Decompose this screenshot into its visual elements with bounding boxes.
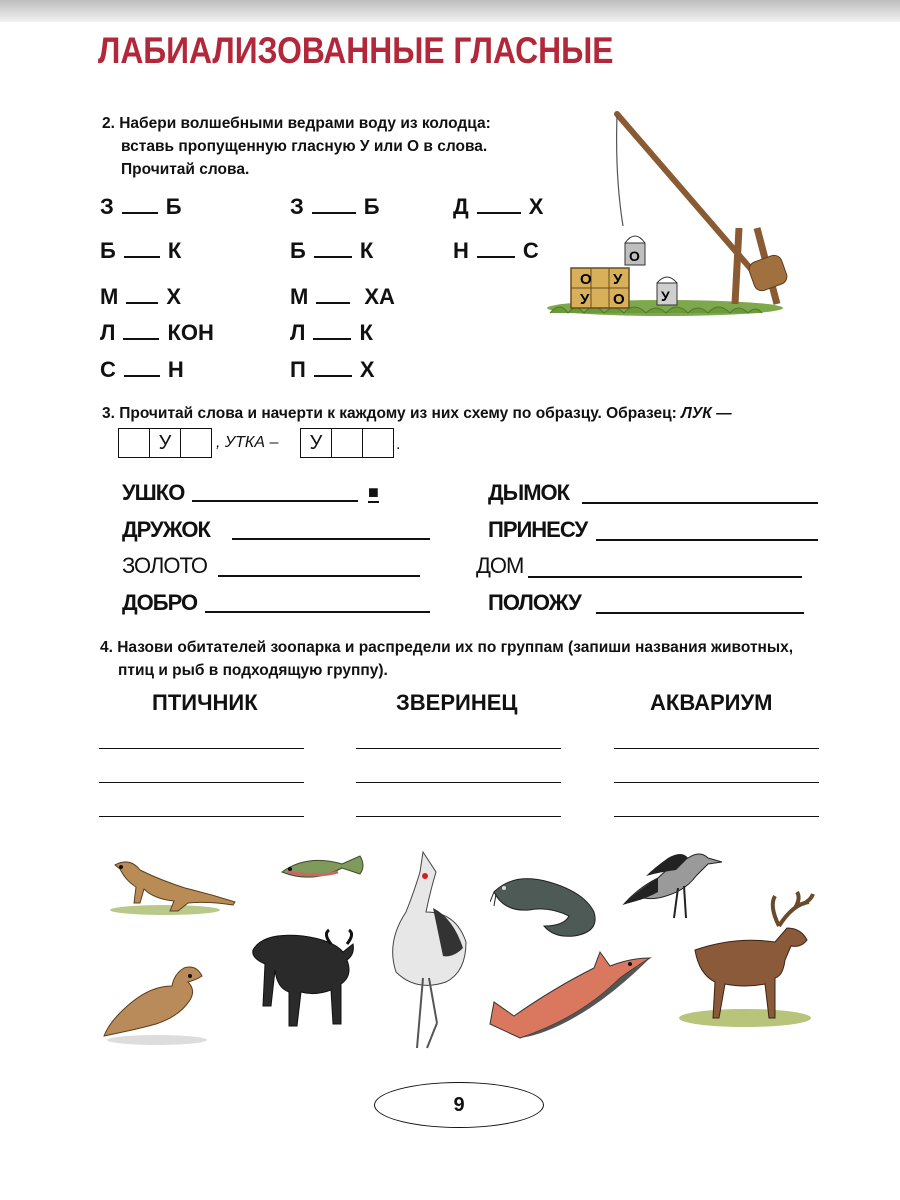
well-illustration — [545, 108, 795, 323]
task4-line2: птиц и рыб в подходящую группу). — [118, 662, 388, 679]
vowel-blank[interactable] — [316, 284, 350, 304]
task2-word — [290, 320, 373, 346]
task2-word — [453, 238, 539, 264]
task3-word-dobro: ДОБРО — [122, 590, 198, 615]
word-suffix: Н — [167, 357, 184, 382]
word-prefix: С — [100, 357, 116, 382]
bull-illustration — [245, 928, 357, 1040]
writing-line[interactable] — [614, 816, 819, 817]
scheme-cell — [331, 428, 363, 458]
word-prefix: Б — [100, 238, 116, 263]
scheme-cell — [118, 428, 150, 458]
task3-word-druzhok: ДРУЖОК — [122, 517, 210, 542]
task2-word — [100, 320, 214, 346]
word-suffix: Б — [165, 194, 182, 219]
word-suffix: КОН — [167, 320, 214, 345]
answer-line[interactable] — [192, 500, 358, 502]
writing-line[interactable] — [356, 816, 561, 817]
task3-word-ushko: УШКО — [122, 480, 185, 505]
perch-illustration — [278, 852, 376, 894]
vowel-blank[interactable] — [313, 320, 351, 340]
task3-sample-word: ЛУК — — [681, 405, 732, 422]
task2-word — [100, 357, 184, 383]
task3-word-dom: ДОМ — [476, 553, 524, 578]
task2-word — [290, 284, 395, 310]
word-suffix: К — [359, 238, 374, 263]
task2-word — [290, 194, 380, 220]
word-prefix: Л — [290, 320, 306, 345]
moose-illustration — [675, 890, 817, 1030]
scheme-cell: У — [300, 428, 332, 458]
task2-line3: Прочитай слова. — [121, 161, 250, 178]
vowel-blank[interactable] — [126, 284, 158, 304]
vowel-blank[interactable] — [314, 238, 352, 258]
scheme-square: ■ — [368, 482, 379, 502]
scheme-cell — [362, 428, 394, 458]
word-prefix: З — [290, 194, 304, 219]
partridge-illustration — [102, 962, 210, 1047]
task2-word — [290, 357, 375, 383]
task3-word-zoloto: ЗОЛОТО — [122, 553, 208, 578]
scan-top-shadow — [0, 0, 900, 22]
scheme-separator: , УТКА – — [216, 434, 279, 451]
word-prefix: З — [100, 194, 114, 219]
scheme-cell — [180, 428, 212, 458]
word-suffix: С — [522, 238, 539, 263]
page-number: 9 — [374, 1082, 544, 1128]
vowel-blank[interactable] — [122, 194, 158, 214]
task2-line2: вставь пропущенную гласную У или О в слова. — [121, 138, 488, 155]
vowel-blank[interactable] — [123, 320, 159, 340]
writing-line[interactable] — [356, 748, 561, 749]
writing-line[interactable] — [99, 782, 304, 783]
well-letter: У — [613, 271, 623, 288]
word-prefix: Л — [100, 320, 116, 345]
task2-word — [290, 238, 373, 264]
word-suffix: К — [359, 320, 373, 345]
column-zverinets: ЗВЕРИНЕЦ — [396, 690, 518, 715]
writing-line[interactable] — [99, 816, 304, 817]
vowel-blank[interactable] — [477, 238, 515, 258]
ermine-illustration — [105, 850, 240, 920]
task2-word — [100, 284, 181, 310]
word-suffix: Х — [359, 357, 375, 382]
answer-line[interactable] — [205, 611, 430, 613]
word-prefix: М — [100, 284, 119, 309]
word-suffix: ХА — [364, 284, 395, 309]
task3-text: 3. Прочитай слова и начерти к каждому из них схему по образцу. Образец: — [102, 405, 677, 422]
well-letter: О — [580, 271, 592, 288]
scheme-period: . — [396, 436, 401, 453]
writing-line[interactable] — [614, 782, 819, 783]
task3-instruction — [102, 402, 732, 425]
column-ptichnik: ПТИЧНИК — [152, 690, 258, 715]
vowel-blank[interactable] — [314, 357, 352, 377]
writing-line[interactable] — [99, 748, 304, 749]
task2-word — [100, 238, 181, 264]
writing-line[interactable] — [356, 782, 561, 783]
vowel-blank[interactable] — [124, 238, 160, 258]
well-letter: У — [580, 291, 590, 308]
task3-word-polozhu: ПОЛОЖУ — [488, 590, 581, 615]
task2-line1: 2. Набери волшебными ведрами воду из колодца: — [102, 115, 491, 132]
page-title: ЛАБИАЛИЗОВАННЫЕ ГЛАСНЫЕ — [98, 30, 614, 71]
word-prefix: М — [290, 284, 309, 309]
task3-word-prinesu: ПРИНЕСУ — [488, 517, 588, 542]
crane-illustration — [375, 848, 470, 1053]
bucket-letter: У — [661, 288, 670, 304]
sample-schemes — [118, 428, 418, 460]
vowel-blank[interactable] — [312, 194, 356, 214]
answer-line[interactable] — [596, 539, 818, 541]
word-suffix: Х — [528, 194, 544, 219]
well-letter: О — [613, 291, 625, 308]
task3-word-dymok: ДЫМОК — [488, 480, 570, 505]
bucket-letter: О — [629, 248, 640, 264]
shark-illustration — [480, 944, 655, 1049]
writing-line[interactable] — [614, 748, 819, 749]
answer-line[interactable] — [528, 576, 802, 578]
task4-line1: 4. Назови обитателей зоопарка и распредели их по группам (запиши названия животных, — [100, 639, 794, 656]
answer-line[interactable] — [218, 575, 420, 577]
column-akvarium: АКВАРИУМ — [650, 690, 773, 715]
task2-word — [100, 194, 182, 220]
vowel-blank[interactable] — [477, 194, 521, 214]
answer-line[interactable] — [596, 612, 804, 614]
word-suffix: Б — [363, 194, 380, 219]
task2-word — [453, 194, 543, 220]
vowel-blank[interactable] — [124, 357, 160, 377]
word-prefix: Б — [290, 238, 306, 263]
word-prefix: Н — [453, 238, 469, 263]
word-prefix: Д — [453, 194, 469, 219]
word-suffix: Х — [166, 284, 182, 309]
catfish-illustration — [490, 870, 605, 940]
word-suffix: К — [167, 238, 182, 263]
word-prefix: П — [290, 357, 306, 382]
scheme-cell: У — [149, 428, 181, 458]
answer-line[interactable] — [232, 538, 430, 540]
answer-line[interactable] — [582, 502, 818, 504]
